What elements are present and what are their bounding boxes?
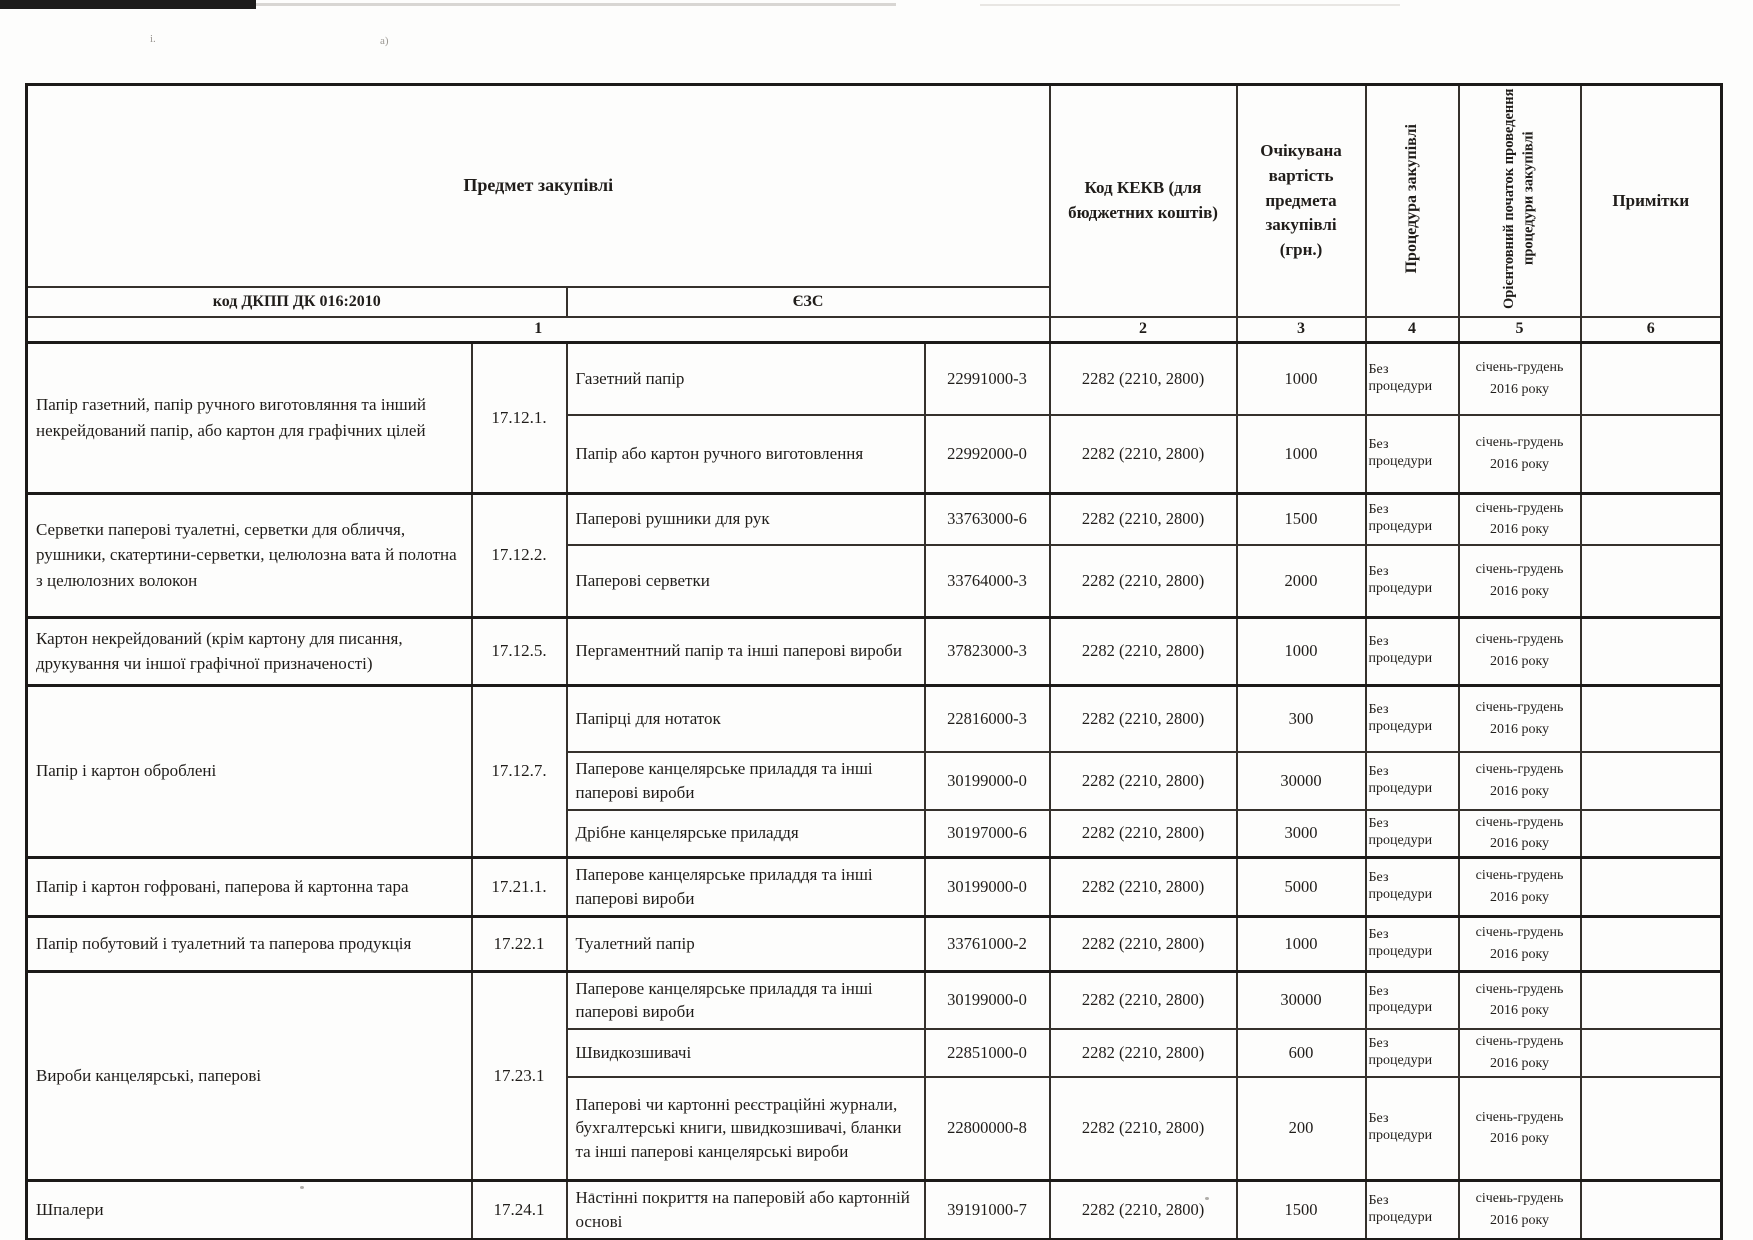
header-subject: Предмет закупівлі bbox=[27, 85, 1050, 287]
ezs-item-name-cell: Швидкозшивачі bbox=[567, 1029, 925, 1076]
notes-cell bbox=[1581, 857, 1722, 916]
ezs-item-code-cell: 33763000-6 bbox=[925, 493, 1050, 545]
ezs-item-name-cell: Настінні покриття на паперовій або картонній основі bbox=[567, 1181, 925, 1240]
period-cell: січень-грудень 2016 року bbox=[1459, 493, 1581, 545]
header-notes: Примітки bbox=[1581, 85, 1722, 318]
ezs-item-code-cell: 22851000-0 bbox=[925, 1029, 1050, 1076]
dkpp-code-cell: 17.22.1 bbox=[472, 916, 567, 971]
dkpp-code-cell: 17.12.1. bbox=[472, 342, 567, 493]
kekv-code-cell: 2282 (2210, 2800) bbox=[1050, 971, 1237, 1029]
ezs-item-code-cell: 30199000-0 bbox=[925, 857, 1050, 916]
column-number-1: 1 bbox=[27, 317, 1050, 342]
group-subject-cell: Вироби канцелярські, паперові bbox=[27, 971, 472, 1180]
table-row bbox=[27, 685, 1722, 752]
expected-value-cell: 3000 bbox=[1237, 810, 1366, 858]
group-subject-cell: Серветки паперові туалетні, серветки для обличчя, рушники, скатертини-серветки, целюлозна вата й полотна з целюлозних волокон bbox=[27, 493, 472, 617]
expected-value-cell: 1500 bbox=[1237, 1181, 1366, 1240]
table-row bbox=[27, 493, 1722, 545]
expected-value-cell: 2000 bbox=[1237, 545, 1366, 617]
procedure-cell: Без процедури bbox=[1366, 810, 1459, 858]
period-cell: січень-грудень 2016 року bbox=[1459, 415, 1581, 493]
procedure-cell: Без процедури bbox=[1366, 493, 1459, 545]
kekv-code-cell: 2282 (2210, 2800) bbox=[1050, 545, 1237, 617]
procedure-cell: Без процедури bbox=[1366, 545, 1459, 617]
ezs-item-code-cell: 30199000-0 bbox=[925, 752, 1050, 810]
column-number-2: 2 bbox=[1050, 317, 1237, 342]
column-number-6: 6 bbox=[1581, 317, 1722, 342]
ezs-item-name-cell: Паперові чи картонні реєстраційні журнали, бухгалтерські книги, швидкозшивачі, бланки та інші паперові канцелярські вироби bbox=[567, 1077, 925, 1181]
dkpp-code-cell: 17.12.5. bbox=[472, 617, 567, 685]
header-kekv: Код КЕКВ (для бюджетних коштів) bbox=[1050, 85, 1237, 318]
period-cell: січень-грудень 2016 року bbox=[1459, 1181, 1581, 1240]
ezs-item-name-cell: Папір або картон ручного виготовлення bbox=[567, 415, 925, 493]
period-cell: січень-грудень 2016 року bbox=[1459, 857, 1581, 916]
notes-cell bbox=[1581, 810, 1722, 858]
notes-cell bbox=[1581, 685, 1722, 752]
kekv-code-cell: 2282 (2210, 2800) bbox=[1050, 1029, 1237, 1076]
expected-value-cell: 1000 bbox=[1237, 617, 1366, 685]
notes-cell bbox=[1581, 1029, 1722, 1076]
ezs-item-code-cell: 22991000-3 bbox=[925, 342, 1050, 415]
table-row bbox=[27, 342, 1722, 415]
dkpp-code-cell: 17.24.1 bbox=[472, 1181, 567, 1240]
period-cell: січень-грудень 2016 року bbox=[1459, 971, 1581, 1029]
subheader-ezs: ЄЗС bbox=[567, 287, 1050, 317]
ezs-item-code-cell: 22800000-8 bbox=[925, 1077, 1050, 1181]
scan-artifact-line bbox=[256, 3, 896, 6]
period-cell: січень-грудень 2016 року bbox=[1459, 685, 1581, 752]
ezs-item-name-cell: Папірці для нотаток bbox=[567, 685, 925, 752]
ezs-item-code-cell: 33761000-2 bbox=[925, 916, 1050, 971]
kekv-code-cell: 2282 (2210, 2800) bbox=[1050, 493, 1237, 545]
table-row bbox=[27, 857, 1722, 916]
kekv-code-cell: 2282 (2210, 2800) bbox=[1050, 916, 1237, 971]
period-cell: січень-грудень 2016 року bbox=[1459, 810, 1581, 858]
procedure-cell: Без процедури bbox=[1366, 916, 1459, 971]
kekv-code-cell: 2282 (2210, 2800) bbox=[1050, 617, 1237, 685]
table-head-rows bbox=[27, 85, 1722, 343]
dkpp-code-cell: 17.21.1. bbox=[472, 857, 567, 916]
scan-artifact-line bbox=[980, 4, 1400, 6]
ezs-item-code-cell: 30199000-0 bbox=[925, 971, 1050, 1029]
expected-value-cell: 5000 bbox=[1237, 857, 1366, 916]
period-cell: січень-грудень 2016 року bbox=[1459, 617, 1581, 685]
kekv-code-cell: 2282 (2210, 2800) bbox=[1050, 685, 1237, 752]
expected-value-cell: 30000 bbox=[1237, 752, 1366, 810]
notes-cell bbox=[1581, 1077, 1722, 1181]
kekv-code-cell: 2282 (2210, 2800) bbox=[1050, 1077, 1237, 1181]
ezs-item-name-cell: Паперове канцелярське приладдя та інші паперові вироби bbox=[567, 752, 925, 810]
notes-cell bbox=[1581, 752, 1722, 810]
ezs-item-name-cell: Туалетний папір bbox=[567, 916, 925, 971]
ezs-item-code-cell: 30197000-6 bbox=[925, 810, 1050, 858]
period-cell: січень-грудень 2016 року bbox=[1459, 916, 1581, 971]
kekv-code-cell: 2282 (2210, 2800) bbox=[1050, 857, 1237, 916]
ezs-item-name-cell: Паперове канцелярське приладдя та інші паперові вироби bbox=[567, 971, 925, 1029]
expected-value-cell: 1000 bbox=[1237, 415, 1366, 493]
kekv-code-cell: 2282 (2210, 2800) bbox=[1050, 342, 1237, 415]
procedure-cell: Без процедури bbox=[1366, 617, 1459, 685]
expected-value-cell: 600 bbox=[1237, 1029, 1366, 1076]
procedure-cell: Без процедури bbox=[1366, 1077, 1459, 1181]
ezs-item-code-cell: 22992000-0 bbox=[925, 415, 1050, 493]
dkpp-code-cell: 17.12.7. bbox=[472, 685, 567, 857]
kekv-code-cell: 2282 (2210, 2800) bbox=[1050, 752, 1237, 810]
group-subject-cell: Шпалери bbox=[27, 1181, 472, 1240]
header-row-main bbox=[27, 85, 1722, 287]
header-procedure-label: Процедура закупівлі bbox=[1403, 123, 1421, 274]
notes-cell bbox=[1581, 545, 1722, 617]
procedure-cell: Без процедури bbox=[1366, 1181, 1459, 1240]
column-number-row bbox=[27, 317, 1722, 342]
column-number-3: 3 bbox=[1237, 317, 1366, 342]
dkpp-code-cell: 17.23.1 bbox=[472, 971, 567, 1180]
expected-value-cell: 1000 bbox=[1237, 342, 1366, 415]
expected-value-cell: 1000 bbox=[1237, 916, 1366, 971]
expected-value-cell: 30000 bbox=[1237, 971, 1366, 1029]
ezs-item-name-cell: Паперові серветки bbox=[567, 545, 925, 617]
procedure-cell: Без процедури bbox=[1366, 857, 1459, 916]
kekv-code-cell: 2282 (2210, 2800) bbox=[1050, 415, 1237, 493]
group-subject-cell: Папір побутовий і туалетний та паперова продукція bbox=[27, 916, 472, 971]
ezs-item-name-cell: Паперові рушники для рук bbox=[567, 493, 925, 545]
procedure-cell: Без процедури bbox=[1366, 1029, 1459, 1076]
period-cell: січень-грудень 2016 року bbox=[1459, 752, 1581, 810]
ezs-item-name-cell: Пергаментний папір та інші паперові вироби bbox=[567, 617, 925, 685]
notes-cell bbox=[1581, 415, 1722, 493]
period-cell: січень-грудень 2016 року bbox=[1459, 1077, 1581, 1181]
procedure-cell: Без процедури bbox=[1366, 752, 1459, 810]
procedure-cell: Без процедури bbox=[1366, 415, 1459, 493]
ezs-item-name-cell: Дрібне канцелярське приладдя bbox=[567, 810, 925, 858]
group-subject-cell: Папір і картон гофровані, паперова й картонна тара bbox=[27, 857, 472, 916]
procurement-plan-table bbox=[25, 83, 1723, 1240]
procedure-cell: Без процедури bbox=[1366, 971, 1459, 1029]
header-start-date bbox=[1459, 85, 1581, 318]
dkpp-code-cell: 17.12.2. bbox=[472, 493, 567, 617]
kekv-code-cell: 2282 (2210, 2800) bbox=[1050, 1181, 1237, 1240]
scan-artifact-mark: а) bbox=[380, 35, 389, 47]
ezs-item-code-cell: 39191000-7 bbox=[925, 1181, 1050, 1240]
notes-cell bbox=[1581, 342, 1722, 415]
table-row bbox=[27, 916, 1722, 971]
table-row bbox=[27, 1181, 1722, 1240]
period-cell: січень-грудень 2016 року bbox=[1459, 342, 1581, 415]
column-number-5: 5 bbox=[1459, 317, 1581, 342]
table-row bbox=[27, 971, 1722, 1029]
ezs-item-name-cell: Паперове канцелярське приладдя та інші паперові вироби bbox=[567, 857, 925, 916]
table-body bbox=[27, 342, 1722, 1239]
notes-cell bbox=[1581, 1181, 1722, 1240]
ezs-item-code-cell: 22816000-3 bbox=[925, 685, 1050, 752]
procedure-cell: Без процедури bbox=[1366, 685, 1459, 752]
subheader-dkpp: код ДКПП ДК 016:2010 bbox=[27, 287, 567, 317]
notes-cell bbox=[1581, 493, 1722, 545]
scan-artifact-mark: і. bbox=[150, 33, 156, 45]
notes-cell bbox=[1581, 916, 1722, 971]
table-row bbox=[27, 617, 1722, 685]
period-cell: січень-грудень 2016 року bbox=[1459, 545, 1581, 617]
expected-value-cell: 1500 bbox=[1237, 493, 1366, 545]
group-subject-cell: Папір і картон оброблені bbox=[27, 685, 472, 857]
group-subject-cell: Папір газетний, папір ручного виготовляння та інший некрейдований папір, або картон для графічних цілей bbox=[27, 342, 472, 493]
notes-cell bbox=[1581, 617, 1722, 685]
header-start-date-label: Орієнтовний початок проведення процедури закупівлі bbox=[1500, 88, 1537, 309]
column-number-4: 4 bbox=[1366, 317, 1459, 342]
ezs-item-code-cell: 37823000-3 bbox=[925, 617, 1050, 685]
expected-value-cell: 300 bbox=[1237, 685, 1366, 752]
group-subject-cell: Картон некрейдований (крім картону для писання, друкування чи іншої графічної призначеності) bbox=[27, 617, 472, 685]
ezs-item-code-cell: 33764000-3 bbox=[925, 545, 1050, 617]
header-procedure bbox=[1366, 85, 1459, 318]
header-expected-value: Очікувана вартість предмета закупівлі (грн.) bbox=[1237, 85, 1366, 318]
period-cell: січень-грудень 2016 року bbox=[1459, 1029, 1581, 1076]
ezs-item-name-cell: Газетний папір bbox=[567, 342, 925, 415]
kekv-code-cell: 2282 (2210, 2800) bbox=[1050, 810, 1237, 858]
notes-cell bbox=[1581, 971, 1722, 1029]
expected-value-cell: 200 bbox=[1237, 1077, 1366, 1181]
procedure-cell: Без процедури bbox=[1366, 342, 1459, 415]
scan-artifact-bar bbox=[0, 0, 256, 9]
